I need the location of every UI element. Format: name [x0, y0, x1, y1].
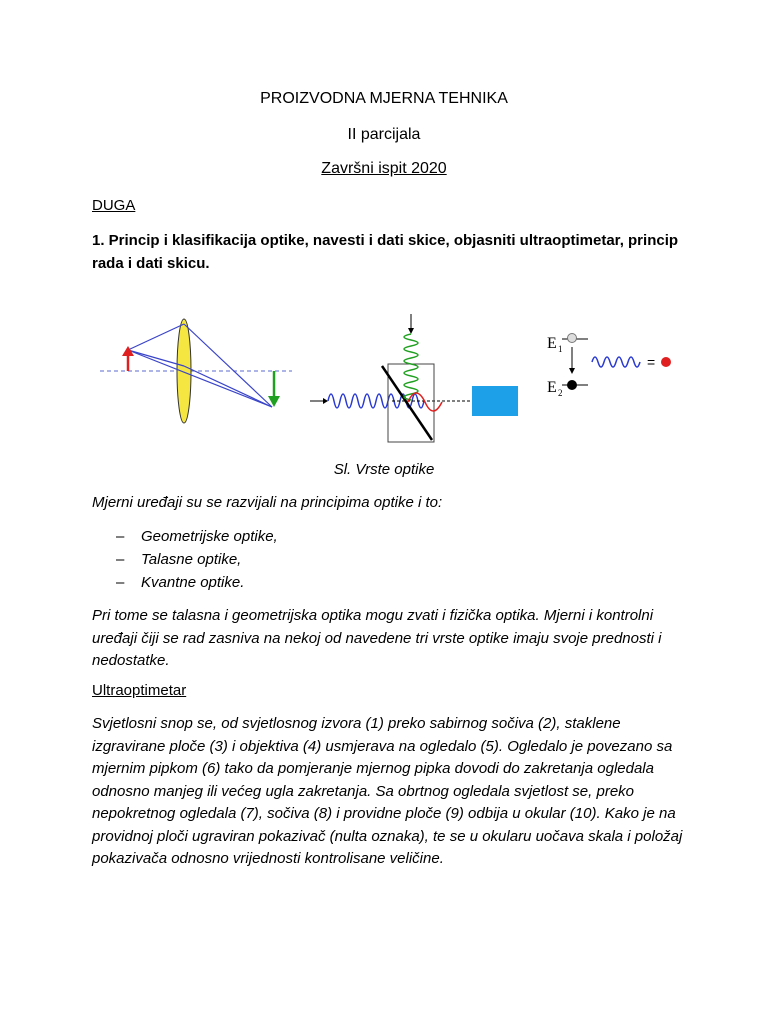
optics-list: [92, 526, 278, 595]
list-item: – Talasne optike,: [116, 551, 242, 568]
quantum-optics-sketch: [547, 334, 671, 399]
svg-text:E: E: [547, 335, 557, 352]
detector: [472, 386, 518, 416]
physical-optics-paragraph: Pri tome se talasna i geometrijska optika mogu zvati i fizička optika. Mjerni i kontrolni uređaji čiji se rad zasniva na nekoj od navedene tri vrste optike imaju svoje prednosti i nedostatke.: [92, 607, 662, 669]
intro-paragraph: Mjerni uređaji su se razvijali na principima optike i to:: [92, 494, 443, 511]
lens: [177, 319, 191, 423]
list-item: – Kvantne optike.: [116, 574, 245, 591]
list-item: – Geometrijske optike,: [116, 528, 278, 545]
optics-types-figure: [92, 310, 682, 450]
geometric-optics-sketch: [100, 319, 292, 423]
exam-part: II parcijala: [347, 126, 421, 143]
exam-name: Završni ispit 2020: [321, 160, 447, 177]
svg-text:2: 2: [558, 388, 563, 398]
course-title: PROIZVODNA MJERNA TEHNIKA: [260, 90, 508, 107]
ultraoptimeter-paragraph: Svjetlosni snop se, od svjetlosnog izvora (1) preko sabirnog sočiva (2), staklene izgravirane ploče (3) i objektiva (4) usmjerava na ogledalo (5). Ogledalo je povezano sa mjernim pipkom (6) tako da pomjeranje mjernog pipka dovodi do zakretanja ogledala odnosno manjeg ili većeg ugla zakretanja. Sa obrtnog ogledala svjetlost se, preko nepokretnog ogledala (7), sočiva (8) i providne ploče (9) odbija u okular (10). Kako je na providnoj ploči ugraviran pokazivač (nulta oznaka), te se u okularu uočava skala i položaj pokazivača odnosno vrijednosti kontrolisane veličine.: [92, 715, 683, 867]
svg-text:1: 1: [558, 344, 563, 354]
beam-splitter: [382, 366, 432, 440]
svg-text:E: E: [547, 379, 557, 396]
figure-caption: Sl. Vrste optike: [333, 461, 435, 478]
section-label: DUGA: [92, 197, 136, 214]
subheading: Ultraoptimetar: [92, 682, 187, 699]
wave-optics-sketch: [310, 314, 518, 442]
svg-text:=: =: [647, 354, 656, 370]
question-text: 1. Princip i klasifikacija optike, navesti i dati skice, objasniti ultraoptimetar, princip rada i dati skicu.: [92, 232, 679, 272]
photon: [661, 357, 671, 367]
